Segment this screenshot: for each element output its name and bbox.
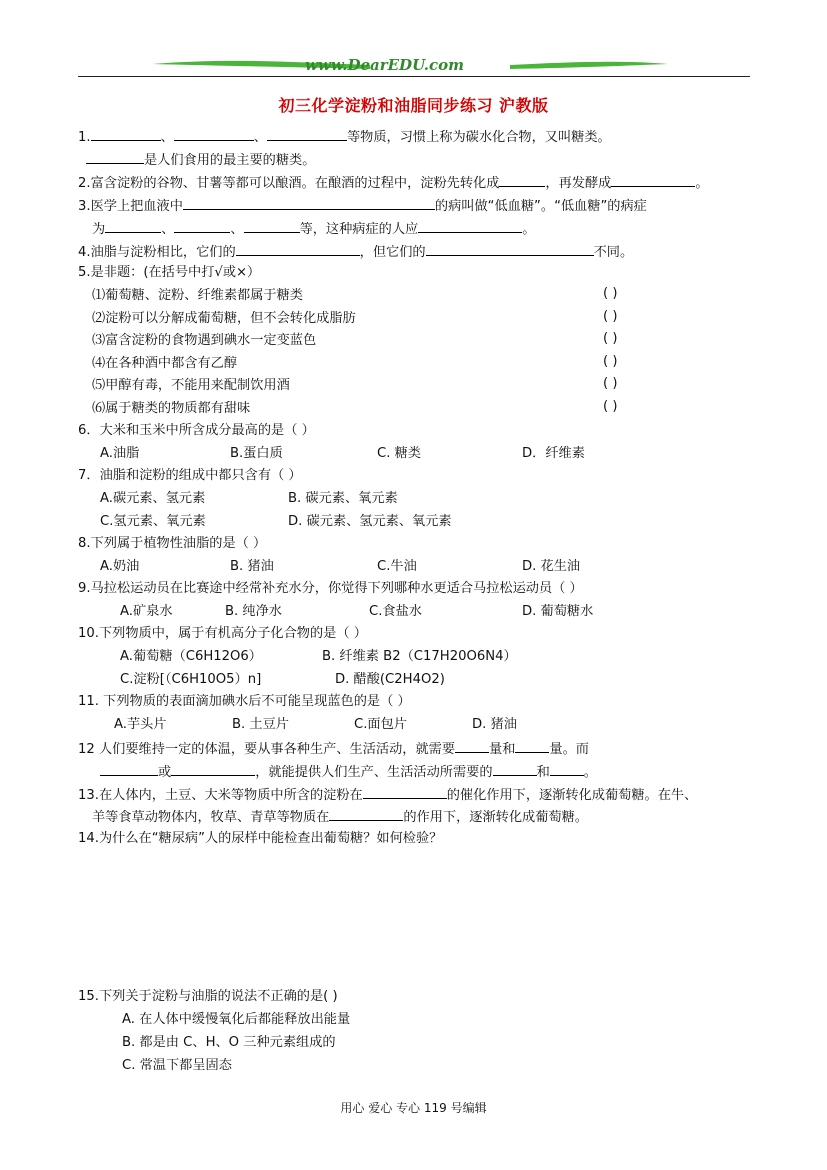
question-8-stem: 8.下列属于植物性油脂的是（ ）: [78, 536, 267, 551]
q8-option-c: C.牛油: [377, 559, 417, 574]
q9-option-c: C.食盐水: [369, 604, 422, 619]
q11-option-d: D. 猪油: [472, 717, 517, 732]
question-5-title: 5.是非题：(在括号中打√或×）: [78, 265, 261, 280]
q8-option-d: D. 花生油: [522, 559, 581, 574]
blank: [363, 784, 447, 799]
blank: [267, 126, 347, 141]
blank: [183, 195, 435, 210]
q7-option-a: A.碳元素、氢元素: [100, 491, 206, 506]
blank: [418, 218, 522, 233]
question-2: 2.富含淀粉的谷物、甘薯等都可以酿酒。在酿酒的过程中，淀粉先转化成 ，再发酵成 。: [78, 172, 709, 194]
blank: [105, 218, 161, 233]
blank: [91, 126, 161, 141]
q7-option-d: D. 碳元素、氢元素、氧元素: [288, 514, 452, 529]
q9-option-b: B. 纯净水: [225, 604, 282, 619]
site-url: www.DearEDU.com: [305, 56, 465, 74]
q15-option-b: B. 都是由 C、H、O 三种元素组成的: [122, 1035, 336, 1050]
question-1-line-2: 是人们食用的最主要的糖类。: [86, 149, 315, 171]
blank: [611, 172, 695, 187]
q6-option-d: D．纤维素: [522, 446, 585, 461]
q5-item-4: ⑷在各种酒中都含有乙醇: [92, 356, 238, 371]
q5-answer-bracket-4: ( ): [603, 354, 618, 369]
question-6-stem: 6．大米和玉米中所含成分最高的是（ ）: [78, 423, 315, 438]
blank: [236, 241, 360, 256]
blank: [244, 218, 300, 233]
q9-option-d: D. 葡萄糖水: [522, 604, 594, 619]
q6-option-a: A.油脂: [100, 446, 140, 461]
q7-option-c: C.氢元素、氧元素: [100, 514, 206, 529]
question-13-line-1: 13.在人体内，土豆、大米等物质中所含的淀粉在 的催化作用下，逐渐转化成葡萄糖。在牛、: [78, 784, 697, 806]
q11-option-a: A.芋头片: [114, 717, 167, 732]
q6-option-c: C. 糖类: [377, 446, 421, 461]
header-divider: [78, 76, 750, 77]
blank: [174, 126, 254, 141]
q5-item-2: ⑵淀粉可以分解成葡萄糖，但不会转化成脂肪: [92, 311, 356, 326]
blank: [329, 806, 403, 821]
question-10-stem: 10.下列物质中，属于有机高分子化合物的是（ ）: [78, 626, 367, 641]
blank: [171, 761, 255, 776]
blank: [499, 172, 545, 187]
q7-option-b: B. 碳元素、氧元素: [288, 491, 398, 506]
question-12-line-1: 12 人们要维持一定的体温，要从事各种生产、生活活动，就需要 量和 量。而: [78, 738, 589, 760]
question-15-stem: 15.下列关于淀粉与油脂的说法不正确的是( ): [78, 989, 338, 1004]
question-1-line-1: 1. 、 、 等物质，习惯上称为碳水化合物，又叫糖类。: [78, 126, 611, 148]
q10-option-c: C.淀粉[（C6H10O5）n]: [120, 672, 262, 687]
q10-option-d: D. 醋酸(C2H4O2): [335, 672, 445, 687]
q5-item-3: ⑶富含淀粉的食物遇到碘水一定变蓝色: [92, 333, 317, 348]
page-footer: 用心 爱心 专心 119 号编辑: [340, 1101, 487, 1115]
question-14: 14.为什么在“糖尿病”人的尿样中能检查出葡萄糖？如何检验？: [78, 831, 443, 846]
q15-option-a: A. 在人体中缓慢氧化后都能释放出能量: [122, 1012, 351, 1027]
q11-option-b: B. 土豆片: [232, 717, 289, 732]
q5-answer-bracket-2: ( ): [603, 309, 618, 324]
blank: [455, 738, 489, 753]
question-12-line-2: 或 ，就能提供人们生产、生活活动所需要的 和 。: [100, 761, 597, 783]
question-4: 4.油脂与淀粉相比，它们的 ，但它们的 不同。: [78, 241, 633, 263]
q15-option-c: C. 常温下都呈固态: [122, 1058, 232, 1073]
q1-number: 1.: [78, 130, 91, 145]
blank: [86, 149, 144, 164]
q5-item-1: ⑴葡萄糖、淀粉、纤维素都属于糖类: [92, 288, 303, 303]
document-title: 初三化学淀粉和油脂同步练习 沪教版: [278, 96, 549, 115]
q10-option-a: A.葡萄糖（C6H12O6）: [120, 649, 262, 664]
blank: [493, 761, 537, 776]
q5-item-5: ⑸甲醇有毒，不能用来配制饮用酒: [92, 378, 290, 393]
blank: [515, 738, 549, 753]
blank: [100, 761, 158, 776]
blank: [550, 761, 584, 776]
q8-option-a: A.奶油: [100, 559, 140, 574]
q5-answer-bracket-6: ( ): [603, 399, 618, 414]
question-13-line-2: 羊等食草动物体内，牧草、青草等物质在 的作用下，逐渐转化成葡萄糖。: [92, 806, 588, 828]
q11-option-c: C.面包片: [354, 717, 407, 732]
question-11-stem: 11. 下列物质的表面滴加碘水后不可能呈现蓝色的是（ ）: [78, 694, 411, 709]
q10-option-b: B. 纤维素 B2（C17H20O6N4）: [322, 649, 517, 664]
q6-option-b: B.蛋白质: [230, 446, 283, 461]
question-7-stem: 7．油脂和淀粉的组成中都只含有（ ）: [78, 468, 302, 483]
q5-item-6: ⑹属于糖类的物质都有甜味: [92, 401, 251, 416]
q5-answer-bracket-3: ( ): [603, 331, 618, 346]
question-3-line-2: 为 、 、 等，这种病症的人应 。: [92, 218, 535, 240]
blank: [426, 241, 594, 256]
question-9-stem: 9.马拉松运动员在比赛途中经常补充水分，你觉得下列哪种水更适合马拉松运动员（ ）: [78, 581, 583, 596]
question-3-line-1: 3.医学上把血液中 的病叫做“低血糖”。“低血糖”的病症: [78, 195, 647, 217]
q5-answer-bracket-1: ( ): [603, 286, 618, 301]
q5-answer-bracket-5: ( ): [603, 376, 618, 391]
q8-option-b: B. 猪油: [230, 559, 274, 574]
blank: [174, 218, 230, 233]
q9-option-a: A.矿泉水: [120, 604, 173, 619]
